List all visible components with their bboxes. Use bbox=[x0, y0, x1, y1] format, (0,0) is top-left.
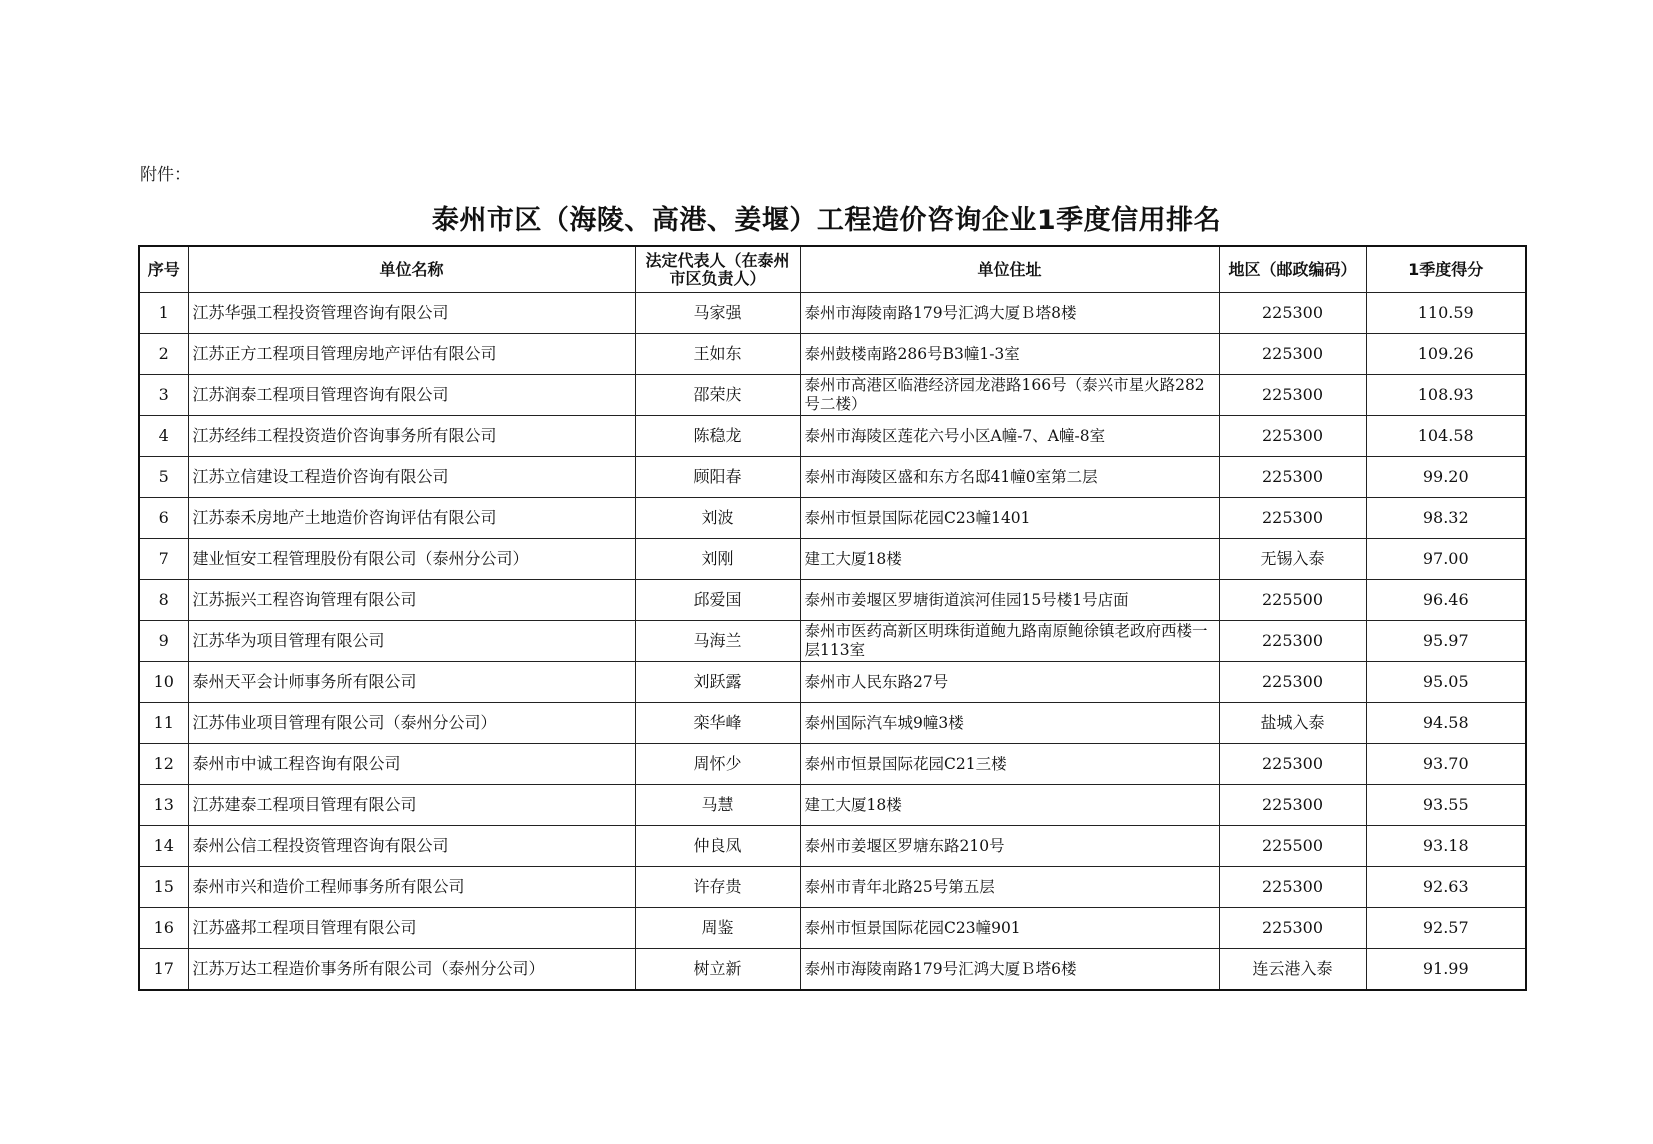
cell-legal-representative: 马慧 bbox=[635, 785, 800, 826]
cell-region: 无锡入泰 bbox=[1219, 539, 1366, 580]
cell-score: 93.55 bbox=[1366, 785, 1526, 826]
header-company-name: 单位名称 bbox=[188, 246, 635, 293]
table-row bbox=[139, 744, 1526, 785]
table-row bbox=[139, 416, 1526, 457]
cell-region: 225300 bbox=[1219, 375, 1366, 416]
cell-no: 13 bbox=[139, 785, 188, 826]
cell-region: 225500 bbox=[1219, 826, 1366, 867]
cell-score: 96.46 bbox=[1366, 580, 1526, 621]
table-row bbox=[139, 375, 1526, 416]
cell-no: 1 bbox=[139, 293, 188, 334]
cell-region: 225300 bbox=[1219, 293, 1366, 334]
cell-legal-representative: 刘波 bbox=[635, 498, 800, 539]
table-row bbox=[139, 785, 1526, 826]
cell-no: 9 bbox=[139, 621, 188, 662]
cell-company-name: 江苏华强工程投资管理咨询有限公司 bbox=[188, 293, 635, 334]
cell-no: 17 bbox=[139, 949, 188, 991]
table-row bbox=[139, 908, 1526, 949]
cell-score: 109.26 bbox=[1366, 334, 1526, 375]
cell-region: 225300 bbox=[1219, 785, 1366, 826]
table-row bbox=[139, 539, 1526, 580]
cell-company-name: 泰州公信工程投资管理咨询有限公司 bbox=[188, 826, 635, 867]
cell-legal-representative: 周怀少 bbox=[635, 744, 800, 785]
cell-company-name: 江苏万达工程造价事务所有限公司（泰州分公司） bbox=[188, 949, 635, 991]
cell-region: 225500 bbox=[1219, 580, 1366, 621]
table-row bbox=[139, 949, 1526, 991]
cell-score: 98.32 bbox=[1366, 498, 1526, 539]
cell-company-name: 江苏华为项目管理有限公司 bbox=[188, 621, 635, 662]
cell-company-name: 江苏润泰工程项目管理咨询有限公司 bbox=[188, 375, 635, 416]
cell-no: 11 bbox=[139, 703, 188, 744]
cell-company-name: 江苏正方工程项目管理房地产评估有限公司 bbox=[188, 334, 635, 375]
cell-no: 3 bbox=[139, 375, 188, 416]
cell-score: 91.99 bbox=[1366, 949, 1526, 991]
cell-address: 泰州市姜堰区罗塘东路210号 bbox=[800, 826, 1219, 867]
cell-no: 12 bbox=[139, 744, 188, 785]
cell-company-name: 江苏经纬工程投资造价咨询事务所有限公司 bbox=[188, 416, 635, 457]
cell-score: 93.18 bbox=[1366, 826, 1526, 867]
cell-score: 108.93 bbox=[1366, 375, 1526, 416]
cell-score: 99.20 bbox=[1366, 457, 1526, 498]
cell-address: 泰州市恒景国际花园C21三楼 bbox=[800, 744, 1219, 785]
cell-score: 92.63 bbox=[1366, 867, 1526, 908]
cell-region: 225300 bbox=[1219, 416, 1366, 457]
cell-region: 225300 bbox=[1219, 457, 1366, 498]
cell-address: 泰州市青年北路25号第五层 bbox=[800, 867, 1219, 908]
cell-no: 8 bbox=[139, 580, 188, 621]
cell-score: 95.05 bbox=[1366, 662, 1526, 703]
cell-address: 建工大厦18楼 bbox=[800, 539, 1219, 580]
cell-legal-representative: 顾阳春 bbox=[635, 457, 800, 498]
cell-no: 5 bbox=[139, 457, 188, 498]
cell-legal-representative: 陈稳龙 bbox=[635, 416, 800, 457]
cell-legal-representative: 邵荣庆 bbox=[635, 375, 800, 416]
cell-address: 泰州市海陵南路179号汇鸿大厦Ｂ塔8楼 bbox=[800, 293, 1219, 334]
cell-region: 225300 bbox=[1219, 867, 1366, 908]
cell-company-name: 建业恒安工程管理股份有限公司（泰州分公司） bbox=[188, 539, 635, 580]
cell-no: 7 bbox=[139, 539, 188, 580]
cell-address: 泰州市海陵区莲花六号小区A幢-7、A幢-8室 bbox=[800, 416, 1219, 457]
credit-ranking-table bbox=[138, 245, 1527, 991]
cell-no: 6 bbox=[139, 498, 188, 539]
cell-score: 104.58 bbox=[1366, 416, 1526, 457]
cell-legal-representative: 周鉴 bbox=[635, 908, 800, 949]
cell-region: 225300 bbox=[1219, 662, 1366, 703]
cell-score: 93.70 bbox=[1366, 744, 1526, 785]
cell-no: 2 bbox=[139, 334, 188, 375]
document-title: 泰州市区（海陵、高港、姜堰）工程造价咨询企业1季度信用排名 bbox=[431, 205, 1222, 236]
cell-score: 97.00 bbox=[1366, 539, 1526, 580]
cell-address: 建工大厦18楼 bbox=[800, 785, 1219, 826]
table-row bbox=[139, 334, 1526, 375]
cell-region: 225300 bbox=[1219, 334, 1366, 375]
cell-legal-representative: 刘跃露 bbox=[635, 662, 800, 703]
cell-legal-representative: 王如东 bbox=[635, 334, 800, 375]
cell-score: 95.97 bbox=[1366, 621, 1526, 662]
cell-company-name: 江苏盛邦工程项目管理有限公司 bbox=[188, 908, 635, 949]
table-row bbox=[139, 457, 1526, 498]
cell-company-name: 江苏泰禾房地产土地造价咨询评估有限公司 bbox=[188, 498, 635, 539]
cell-address: 泰州市海陵南路179号汇鸿大厦Ｂ塔6楼 bbox=[800, 949, 1219, 991]
cell-company-name: 江苏振兴工程咨询管理有限公司 bbox=[188, 580, 635, 621]
cell-no: 4 bbox=[139, 416, 188, 457]
cell-region: 225300 bbox=[1219, 621, 1366, 662]
table-row bbox=[139, 867, 1526, 908]
cell-region: 225300 bbox=[1219, 908, 1366, 949]
cell-region: 盐城入泰 bbox=[1219, 703, 1366, 744]
cell-region: 225300 bbox=[1219, 498, 1366, 539]
table-row bbox=[139, 293, 1526, 334]
cell-address: 泰州市姜堰区罗塘街道滨河佳园15号楼1号店面 bbox=[800, 580, 1219, 621]
cell-address: 泰州鼓楼南路286号B3幢1-3室 bbox=[800, 334, 1219, 375]
cell-address: 泰州市海陵区盛和东方名邸41幢0室第二层 bbox=[800, 457, 1219, 498]
table-row bbox=[139, 621, 1526, 662]
cell-region: 225300 bbox=[1219, 744, 1366, 785]
cell-legal-representative: 树立新 bbox=[635, 949, 800, 991]
cell-score: 94.58 bbox=[1366, 703, 1526, 744]
cell-address: 泰州国际汽车城9幢3楼 bbox=[800, 703, 1219, 744]
cell-legal-representative: 仲良凤 bbox=[635, 826, 800, 867]
cell-company-name: 泰州天平会计师事务所有限公司 bbox=[188, 662, 635, 703]
table-row bbox=[139, 662, 1526, 703]
cell-address: 泰州市医药高新区明珠街道鲍九路南原鲍徐镇老政府西楼一层113室 bbox=[800, 621, 1219, 662]
table-header-row bbox=[139, 246, 1526, 293]
header-address: 单位住址 bbox=[800, 246, 1219, 293]
cell-legal-representative: 许存贵 bbox=[635, 867, 800, 908]
cell-company-name: 江苏伟业项目管理有限公司（泰州分公司） bbox=[188, 703, 635, 744]
header-no: 序号 bbox=[139, 246, 188, 293]
cell-legal-representative: 邱爱国 bbox=[635, 580, 800, 621]
cell-score: 110.59 bbox=[1366, 293, 1526, 334]
cell-legal-representative: 马家强 bbox=[635, 293, 800, 334]
cell-no: 16 bbox=[139, 908, 188, 949]
header-region: 地区（邮政编码） bbox=[1219, 246, 1366, 293]
attachment-label: 附件： bbox=[140, 165, 191, 185]
cell-address: 泰州市恒景国际花园C23幢901 bbox=[800, 908, 1219, 949]
cell-address: 泰州市恒景国际花园C23幢1401 bbox=[800, 498, 1219, 539]
cell-legal-representative: 刘刚 bbox=[635, 539, 800, 580]
cell-legal-representative: 马海兰 bbox=[635, 621, 800, 662]
cell-no: 15 bbox=[139, 867, 188, 908]
cell-region: 连云港入泰 bbox=[1219, 949, 1366, 991]
cell-address: 泰州市人民东路27号 bbox=[800, 662, 1219, 703]
cell-company-name: 江苏立信建设工程造价咨询有限公司 bbox=[188, 457, 635, 498]
cell-company-name: 江苏建泰工程项目管理有限公司 bbox=[188, 785, 635, 826]
cell-score: 92.57 bbox=[1366, 908, 1526, 949]
header-legal-representative: 法定代表人（在泰州市区负责人） bbox=[635, 246, 800, 293]
cell-no: 14 bbox=[139, 826, 188, 867]
table-row bbox=[139, 498, 1526, 539]
header-score: 1季度得分 bbox=[1366, 246, 1526, 293]
table-row bbox=[139, 703, 1526, 744]
cell-company-name: 泰州市中诚工程咨询有限公司 bbox=[188, 744, 635, 785]
cell-address: 泰州市高港区临港经济园龙港路166号（泰兴市星火路282号二楼） bbox=[800, 375, 1219, 416]
cell-company-name: 泰州市兴和造价工程师事务所有限公司 bbox=[188, 867, 635, 908]
cell-legal-representative: 栾华峰 bbox=[635, 703, 800, 744]
table-row bbox=[139, 826, 1526, 867]
table-row bbox=[139, 580, 1526, 621]
cell-no: 10 bbox=[139, 662, 188, 703]
